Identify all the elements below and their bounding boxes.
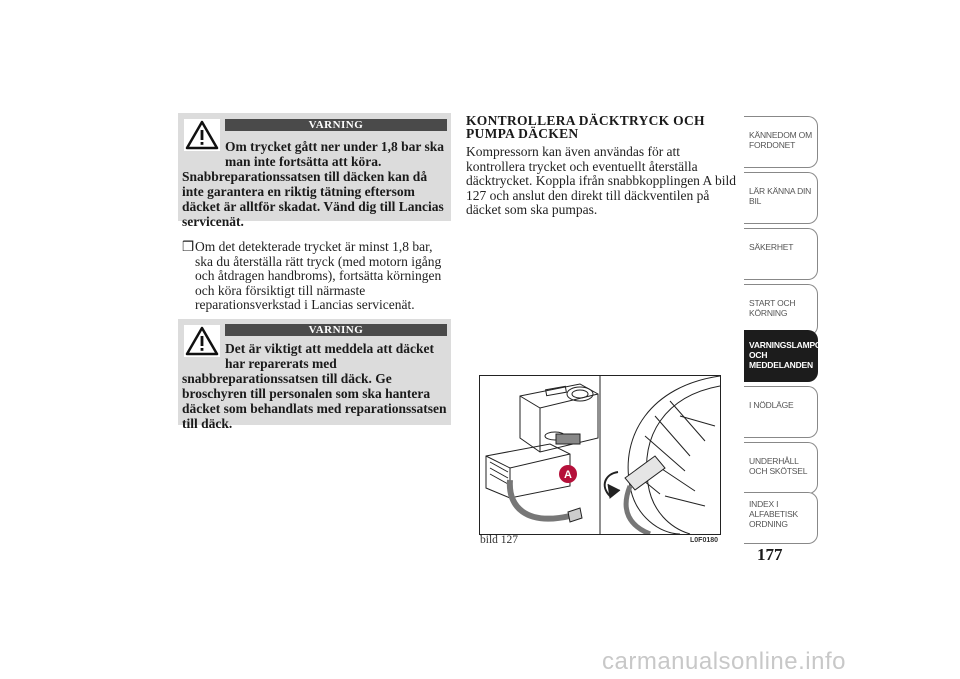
- tab-kannedom-om-fordonet[interactable]: KÄNNEDOM OM FORDONET: [744, 116, 818, 168]
- tab-lar-kanna-din-bil[interactable]: LÄR KÄNNA DIN BIL: [744, 172, 818, 224]
- checkbox-bullet-icon: ❒: [182, 239, 195, 254]
- bullet-text: Om det detekterade trycket är minst 1,8 bar, ska du återställa rätt tryck (med motorn igång och åtdragen handbroms), fortsätta körningen och köra försiktigt till närmaste reparationsverkstad i Lancias servicenät.: [195, 239, 442, 313]
- warning-2-rest: snabbreparationssatsen till däck. Ge broschyren till personalen som ska hantera däcket som behandlats med reparationssatsen till däck.: [182, 371, 447, 431]
- warning-2-text: [182, 341, 448, 431]
- tab-sakerhet[interactable]: SÄKERHET: [744, 228, 818, 280]
- warning-1-line-2: man inte fortsätta att köra.: [225, 154, 382, 169]
- warning-1-rest: Snabbreparationssatsen till däcken kan då inte garantera en riktig tätning eftersom däcket är alltför skadat. Vänd dig till Lancias servicenät.: [182, 169, 444, 229]
- warning-2-line-1: Det är viktigt att meddela att däcket: [225, 341, 434, 356]
- warning-2-line-2: har reparerats med: [225, 356, 337, 371]
- callout-a-label: A: [564, 469, 572, 481]
- warning-1-text: [182, 139, 448, 229]
- page-number: 177: [757, 545, 783, 564]
- tab-i-nodlage[interactable]: I NÖDLÄGE: [744, 386, 818, 438]
- tab-underhall-och-skotsel[interactable]: UNDERHÅLL OCH SKÖTSEL: [744, 442, 818, 494]
- tab-start-och-korning[interactable]: START OCH KÖRNING: [744, 284, 818, 336]
- warning-2-header: VARNING: [225, 324, 447, 336]
- section-paragraph: Kompressorn kan även användas för att kontrollera trycket och eventuellt återställa däcktrycket. Koppla ifrån snabbkopplingen A bild 127 och anslut den direkt till däckventilen på däcket som ska pumpas.: [466, 144, 736, 218]
- section-heading: KONTROLLERA DÄCKTRYCK OCH PUMPA DÄCKEN: [466, 113, 705, 141]
- compressor-illustration: [480, 376, 720, 534]
- figure-127: [479, 375, 721, 535]
- warning-1-header: VARNING: [225, 119, 447, 131]
- figure-caption: bild 127: [480, 534, 519, 546]
- tab-varningslampor-och-meddelanden[interactable]: VARNINGSLAMPOR OCH MEDDELANDEN: [744, 330, 818, 382]
- tab-index-i-alfabetisk-ordning[interactable]: INDEX I ALFABETISK ORDNING: [744, 492, 818, 544]
- warning-1-line-1: Om trycket gått ner under 1,8 bar ska: [225, 139, 444, 154]
- watermark: carmanualsonline.info: [602, 648, 846, 675]
- figure-code: L0F0180: [690, 537, 719, 544]
- bullet-item: [182, 240, 444, 313]
